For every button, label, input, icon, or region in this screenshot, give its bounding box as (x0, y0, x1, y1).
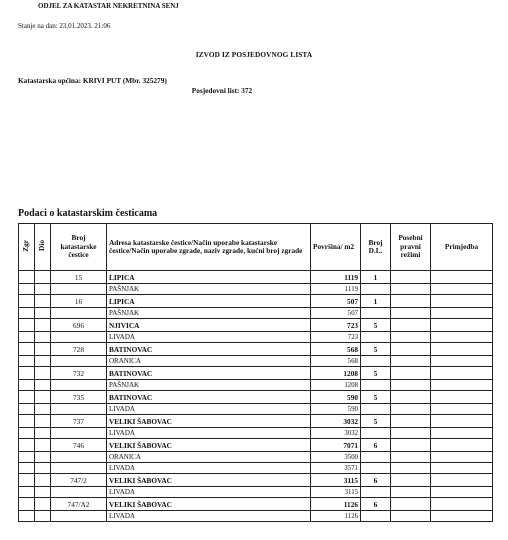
land-use-row (19, 356, 493, 367)
parcel-area: 507 (311, 295, 361, 308)
table-header-row (19, 224, 493, 271)
col-header-zgr: Zgr (19, 224, 35, 271)
land-use-row (19, 463, 493, 474)
dio-cell (35, 404, 51, 415)
land-use-row (19, 511, 493, 522)
dio-cell (35, 380, 51, 391)
special-regime-cell (391, 271, 431, 284)
parcel-number: 728 (51, 343, 107, 356)
parcel-number: 746 (51, 439, 107, 452)
parcel-dl-number: 5 (361, 415, 391, 428)
special-regime-cell (391, 498, 431, 511)
land-use-area: 723 (311, 332, 361, 343)
zgr-cell (19, 295, 35, 308)
special-regime-cell (391, 356, 431, 367)
possession-sheet-number: Posjedovni list: 372 (191, 86, 253, 95)
land-use-row (19, 428, 493, 439)
dl-empty (361, 308, 391, 319)
parcel-number: 735 (51, 391, 107, 404)
dio-cell (35, 511, 51, 522)
parcel-area: 568 (311, 343, 361, 356)
land-use-row (19, 308, 493, 319)
parcel-row (19, 319, 493, 332)
dio-cell (35, 487, 51, 498)
col-header-broj-cestice: Broj katastarske čestice (51, 224, 107, 271)
parcel-location: VELIKI ŠABOVAC (107, 439, 311, 452)
zgr-cell (19, 511, 35, 522)
special-regime-cell (391, 404, 431, 415)
remark-cell (431, 284, 493, 295)
dio-cell (35, 319, 51, 332)
zgr-cell (19, 367, 35, 380)
cadastral-municipality: Katastarska općina: KRIVI PUT (Mbr. 325279) (18, 76, 167, 85)
land-use-area: 3500 (311, 452, 361, 463)
special-regime-cell (391, 332, 431, 343)
parcel-dl-number: 5 (361, 391, 391, 404)
parcel-area: 3032 (311, 415, 361, 428)
dl-empty (361, 511, 391, 522)
dio-cell (35, 452, 51, 463)
remark-cell (431, 428, 493, 439)
land-use-area: 507 (311, 308, 361, 319)
dl-empty (361, 428, 391, 439)
parcel-area: 3115 (311, 474, 361, 487)
zgr-cell (19, 487, 35, 498)
dl-empty (361, 332, 391, 343)
remark-cell (431, 343, 493, 356)
parcel-row (19, 439, 493, 452)
land-use-row (19, 487, 493, 498)
land-use-type: ORANICA (107, 356, 311, 367)
parcel-dl-number: 6 (361, 474, 391, 487)
special-regime-cell (391, 295, 431, 308)
col-header-posebni-rezimi: Posebni pravni režimi (391, 224, 431, 271)
land-use-type: ORANICA (107, 452, 311, 463)
zgr-cell (19, 498, 35, 511)
parcel-row (19, 343, 493, 356)
special-regime-cell (391, 487, 431, 498)
parcel-number: 16 (51, 295, 107, 308)
land-use-type: LIVADA (107, 332, 311, 343)
parcel-number-empty (51, 308, 107, 319)
parcel-area: 1119 (311, 271, 361, 284)
zgr-cell (19, 463, 35, 474)
parcel-location: LIPICA (107, 295, 311, 308)
land-use-type: LIVADA (107, 428, 311, 439)
parcel-number-empty (51, 404, 107, 415)
land-use-row (19, 380, 493, 391)
special-regime-cell (391, 391, 431, 404)
remark-cell (431, 452, 493, 463)
remark-cell (431, 380, 493, 391)
remark-cell (431, 463, 493, 474)
land-use-type: LIVADA (107, 463, 311, 474)
dl-empty (361, 463, 391, 474)
zgr-cell (19, 404, 35, 415)
land-use-type: PAŠNJAK (107, 308, 311, 319)
special-regime-cell (391, 415, 431, 428)
remark-cell (431, 498, 493, 511)
parcel-area: 723 (311, 319, 361, 332)
dio-cell (35, 415, 51, 428)
col-header-dio: Dio (35, 224, 51, 271)
land-use-type: LIVADA (107, 511, 311, 522)
parcel-area: 1208 (311, 367, 361, 380)
land-use-area: 1119 (311, 284, 361, 295)
remark-cell (431, 404, 493, 415)
dio-cell (35, 284, 51, 295)
parcel-dl-number: 5 (361, 343, 391, 356)
parcel-number: 15 (51, 271, 107, 284)
dio-cell (35, 356, 51, 367)
land-use-area: 1208 (311, 380, 361, 391)
parcel-row (19, 498, 493, 511)
zgr-cell (19, 439, 35, 452)
zgr-cell (19, 343, 35, 356)
parcel-number-empty (51, 356, 107, 367)
parcel-number-empty (51, 284, 107, 295)
dl-empty (361, 404, 391, 415)
remark-cell (431, 474, 493, 487)
dio-cell (35, 295, 51, 308)
dl-empty (361, 452, 391, 463)
parcel-location: BATINOVAC (107, 343, 311, 356)
parcels-table (18, 223, 493, 522)
land-use-area: 590 (311, 404, 361, 415)
dio-cell (35, 474, 51, 487)
zgr-cell (19, 356, 35, 367)
remark-cell (431, 271, 493, 284)
remark-cell (431, 356, 493, 367)
zgr-cell (19, 391, 35, 404)
parcel-number-empty (51, 463, 107, 474)
parcel-row (19, 391, 493, 404)
parcel-number-empty (51, 332, 107, 343)
special-regime-cell (391, 284, 431, 295)
remark-cell (431, 367, 493, 380)
col-header-primjedba: Primjedba (431, 224, 493, 271)
dio-cell (35, 498, 51, 511)
parcel-row (19, 367, 493, 380)
parcel-number: 696 (51, 319, 107, 332)
land-use-row (19, 284, 493, 295)
dio-cell (35, 308, 51, 319)
special-regime-cell (391, 343, 431, 356)
zgr-cell (19, 308, 35, 319)
parcel-number: 737 (51, 415, 107, 428)
parcel-dl-number: 1 (361, 271, 391, 284)
dio-cell (35, 391, 51, 404)
dl-empty (361, 380, 391, 391)
parcel-dl-number: 1 (361, 295, 391, 308)
remark-cell (431, 415, 493, 428)
office-name: ODJEL ZA KATASTAR NEKRETNINA SENJ (38, 2, 179, 10)
parcel-number: 747/2 (51, 474, 107, 487)
parcel-area: 1126 (311, 498, 361, 511)
dio-cell (35, 367, 51, 380)
parcel-row (19, 415, 493, 428)
parcel-row (19, 271, 493, 284)
parcel-area: 590 (311, 391, 361, 404)
special-regime-cell (391, 319, 431, 332)
special-regime-cell (391, 452, 431, 463)
zgr-cell (19, 284, 35, 295)
parcel-row (19, 295, 493, 308)
remark-cell (431, 487, 493, 498)
remark-cell (431, 308, 493, 319)
parcel-dl-number: 6 (361, 498, 391, 511)
land-use-type: PAŠNJAK (107, 380, 311, 391)
zgr-cell (19, 428, 35, 439)
parcel-location: BATINOVAC (107, 391, 311, 404)
col-header-adresa: Adresa katastarske čestice/Način uporabe katastarske čestice/Način uporabe zgrade, naziv zgrade, kućni broj zgrade (107, 224, 311, 271)
special-regime-cell (391, 428, 431, 439)
zgr-cell (19, 474, 35, 487)
dio-cell (35, 343, 51, 356)
parcel-area: 7071 (311, 439, 361, 452)
document-title: IZVOD IZ POSJEDOVNOG LISTA (195, 50, 313, 59)
parcel-dl-number: 6 (361, 439, 391, 452)
parcel-location: LIPICA (107, 271, 311, 284)
parcel-number-empty (51, 380, 107, 391)
zgr-cell (19, 319, 35, 332)
parcel-location: VELIKI ŠABOVAC (107, 474, 311, 487)
remark-cell (431, 319, 493, 332)
parcel-row (19, 474, 493, 487)
dio-cell (35, 332, 51, 343)
parcel-location: NJIVICA (107, 319, 311, 332)
remark-cell (431, 332, 493, 343)
land-use-area: 3115 (311, 487, 361, 498)
special-regime-cell (391, 511, 431, 522)
remark-cell (431, 391, 493, 404)
land-use-row (19, 404, 493, 415)
parcel-number-empty (51, 487, 107, 498)
parcel-location: VELIKI ŠABOVAC (107, 498, 311, 511)
dio-cell (35, 271, 51, 284)
special-regime-cell (391, 463, 431, 474)
dio-cell (35, 439, 51, 452)
zgr-cell (19, 332, 35, 343)
parcel-number: 747/A2 (51, 498, 107, 511)
dl-empty (361, 356, 391, 367)
col-header-broj-dl: Broj D.L. (361, 224, 391, 271)
special-regime-cell (391, 380, 431, 391)
parcel-number: 732 (51, 367, 107, 380)
remark-cell (431, 439, 493, 452)
parcel-dl-number: 5 (361, 367, 391, 380)
dio-cell (35, 428, 51, 439)
land-use-area: 3032 (311, 428, 361, 439)
zgr-cell (19, 271, 35, 284)
land-use-type: LIVADA (107, 404, 311, 415)
land-use-area: 3571 (311, 463, 361, 474)
parcel-location: BATINOVAC (107, 367, 311, 380)
land-use-row (19, 332, 493, 343)
parcel-dl-number: 5 (361, 319, 391, 332)
special-regime-cell (391, 308, 431, 319)
land-use-type: LIVADA (107, 487, 311, 498)
special-regime-cell (391, 474, 431, 487)
dio-cell (35, 463, 51, 474)
parcel-number-empty (51, 511, 107, 522)
section-title: Podaci o katastarskim česticama (18, 208, 158, 219)
parcel-location: VELIKI ŠABOVAC (107, 415, 311, 428)
zgr-cell (19, 380, 35, 391)
remark-cell (431, 511, 493, 522)
parcel-number-empty (51, 428, 107, 439)
land-use-row (19, 452, 493, 463)
land-use-area: 1126 (311, 511, 361, 522)
col-header-povrsina: Površina/ m2 (311, 224, 361, 271)
dl-empty (361, 284, 391, 295)
remark-cell (431, 295, 493, 308)
parcel-number-empty (51, 452, 107, 463)
dl-empty (361, 487, 391, 498)
land-use-type: PAŠNJAK (107, 284, 311, 295)
special-regime-cell (391, 367, 431, 380)
zgr-cell (19, 415, 35, 428)
status-date: Stanje na dan: 23.01.2023. 21:06 (18, 22, 111, 30)
special-regime-cell (391, 439, 431, 452)
land-use-area: 568 (311, 356, 361, 367)
zgr-cell (19, 452, 35, 463)
